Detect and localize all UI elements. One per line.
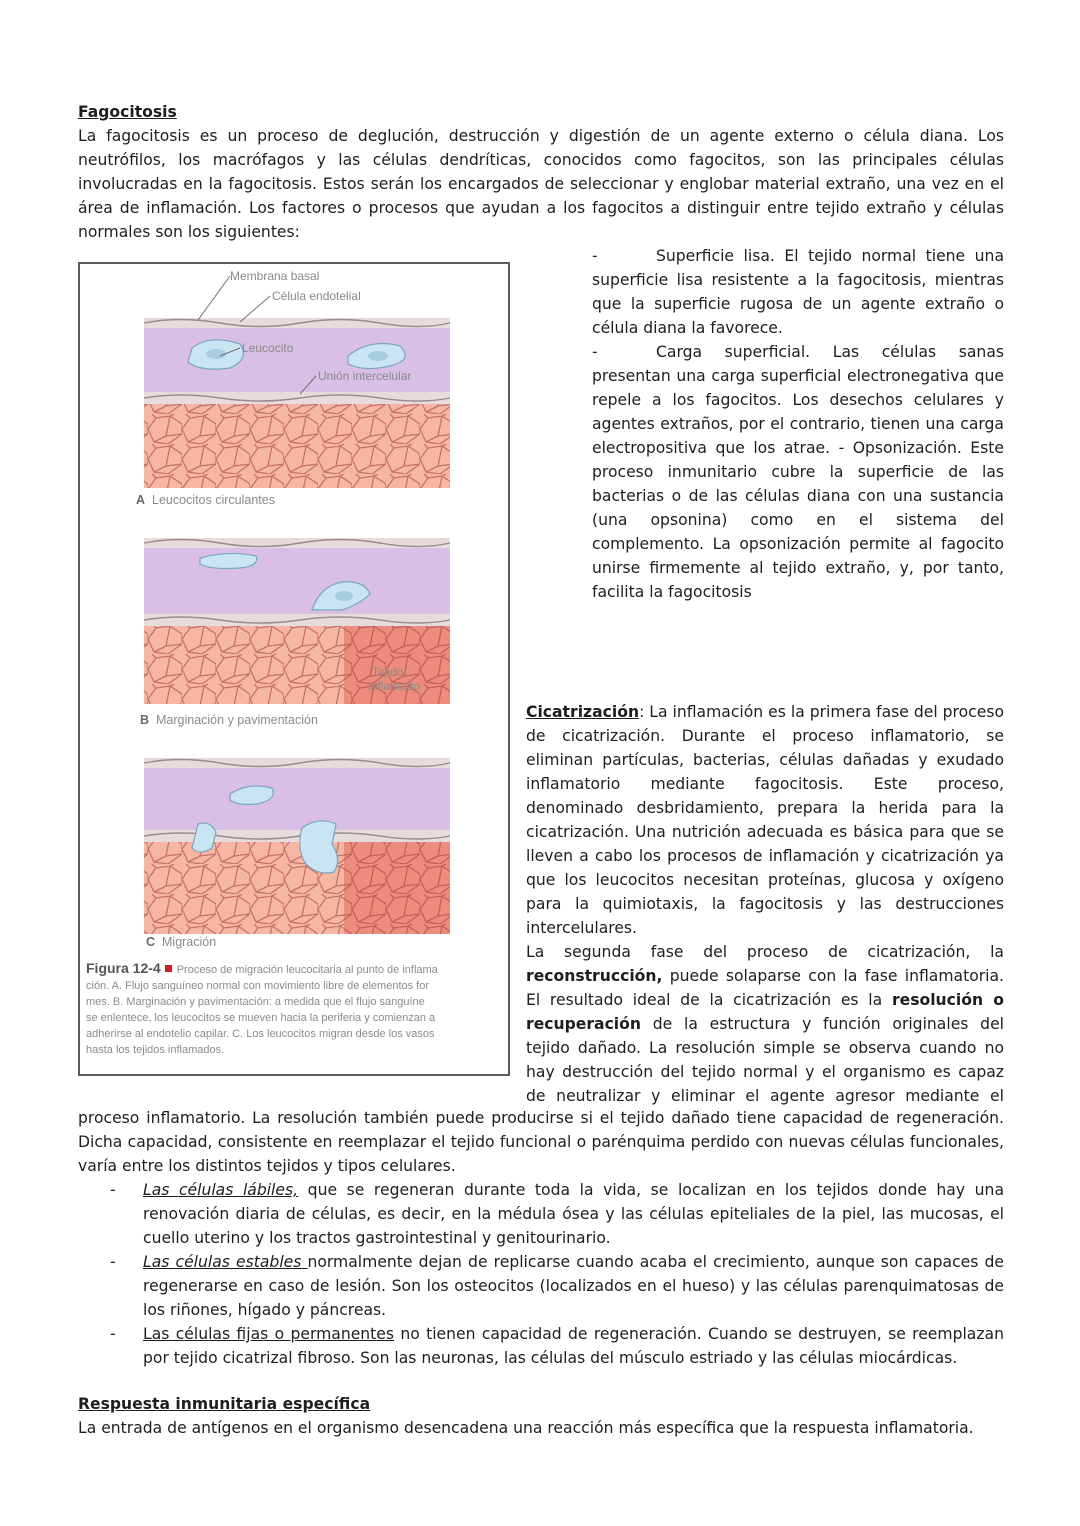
list-item [78, 1322, 1004, 1370]
list-dash: - [110, 1325, 116, 1343]
list-item [78, 1250, 1004, 1322]
cicatrizacion-paragraph-1 [526, 700, 1004, 940]
list-dash: - [110, 1181, 116, 1199]
label-inflamado: inflamado [368, 679, 421, 693]
caption-line: mes. B. Marginación y pavimentación: a medida que el flujo sanguíne [86, 996, 425, 1008]
factor-text: Carga superficial. Las células sanas presentan una carga superficial electronegativa que repele a los fagocitos. Los desechos celulares y agentes extraños, por el contrario, tienen una carga electropositiva que los atrae. - Opsonización. Este proceso inmunitario cubre la superficie de las bacterias o de las células diana con una sustancia (una opsonina) como en el sistema del complemento. La opsonización permite al fagocito unirse firmemente al tejido extraño, y, por tanto, facilita la fagocitosis [592, 343, 1004, 601]
tissue-b [144, 626, 344, 704]
tissue-a [144, 404, 450, 488]
paragraph-text: : La inflamación es la primera fase del proceso de cicatrización. Durante el proceso inflamatorio, se eliminan partículas, bacterias, células dañadas y exudado inflamatorio mediante fagocitosis. Este proceso, denominado desbridamiento, prepara la herida para la cicatrización. Una nutrición adecuada es básica para que se lleven a cabo los procesos de inflamación y cicatrización ya que los leucocitos necesitan proteínas, glucosa y oxígeno para la quimiotaxis, la fagocitosis y las destrucciones intercelulares. [526, 703, 1004, 937]
label-tejido: Tejido [372, 665, 404, 679]
cell-types-list [78, 1178, 1004, 1370]
panel-c-label: Migración [162, 935, 217, 949]
panel-b-letter: B [140, 713, 150, 727]
tissue-c-inflamed [344, 842, 450, 934]
list-item [78, 1178, 1004, 1250]
caption-line: se enlentece, los leucocitos se mueven hacia la periferia y comienzan a [86, 1012, 436, 1024]
vessel-lumen-b [144, 548, 450, 614]
factor-text: Superficie lisa. El tejido normal tiene una superficie lisa resistente a la fagocitosis, mientras que la superficie rugosa de un agente extraño o célula diana la favorece. [592, 247, 1004, 337]
panel-a-letter: A [136, 493, 146, 507]
panel-a [136, 269, 450, 507]
leukocyte-b1 [200, 553, 257, 568]
cell-type-description: no tienen capacidad de regeneración. Cuando se destruyen, se reemplazan por tejido cicatrizal fibroso. Son las neuronas, las células del músculo estriado y las células miocárdicas. [143, 1325, 1004, 1367]
panel-c [144, 758, 450, 949]
leukocyte-migration-figure [78, 262, 510, 1076]
figure-number: Figura 12-4 [86, 960, 161, 976]
cicatrizacion-paragraph-2 [526, 940, 1004, 1108]
respuesta-heading: Respuesta inmunitaria específica [78, 1395, 371, 1413]
label-membrana-basal: Membrana basal [230, 269, 320, 283]
panel-b-label: Marginación y pavimentación [156, 713, 318, 727]
cicatrizacion-heading: Cicatrización [526, 703, 640, 721]
factor-item-carga [592, 340, 1004, 604]
caption-line: ción. A. Flujo sanguíneo normal con movimiento libre de elementos for [86, 980, 430, 992]
list-dash: - [110, 1253, 116, 1271]
paragraph-text: de la estructura y función originales del tejido dañado. La resolución simple se observa cuando no hay destrucción del tejido normal y el organismo es capaz de neutralizar y eliminar el agente agresor mediante el [526, 1015, 1004, 1105]
fagocitosis-factors-list [592, 244, 1004, 604]
cicatrizacion-section [526, 700, 1004, 1108]
fagocitosis-section [78, 100, 1004, 244]
figure-caption [86, 960, 506, 1058]
factor-item-superficie [592, 244, 1004, 340]
resolucion-paragraph: proceso inflamatorio. La resolución también puede producirse si el tejido dañado tiene capacidad de regeneración. Dicha capacidad, consistente en reemplazar el tejido funcional o parénquima perdido con nuevas células funcionales, varía entre los distintos tejidos y tipos celulares. [78, 1109, 1004, 1175]
caption-marker [165, 965, 172, 972]
respuesta-text: La entrada de antígenos en el organismo desencadena una reacción más específica que la respuesta inflamatoria. [78, 1419, 974, 1437]
list-dash: - [592, 343, 598, 361]
cell-type-term: Las células lábiles, [143, 1181, 299, 1199]
caption-line: Proceso de migración leucocitaria al punto de inflama [176, 964, 438, 976]
label-celula-endotelial: Célula endotelial [272, 289, 361, 303]
cell-type-term: Las células estables [143, 1253, 308, 1271]
caption-line: adherirse al endotelio capilar. C. Los leucocitos migran desde los vasos [86, 1028, 435, 1040]
bold-term: reconstrucción, [526, 967, 663, 985]
panel-a-label: Leucocitos circulantes [152, 493, 275, 507]
label-leucocito: Leucocito [242, 341, 294, 355]
cell-type-term: Las células fijas o permanentes [143, 1325, 395, 1343]
vessel-lumen-c [144, 768, 450, 830]
list-dash: - [592, 247, 598, 265]
paragraph-text: puede solaparse con la fase inflamatoria. El resultado ideal de la cicatrización es la [526, 967, 1004, 1009]
fagocitosis-heading: Fagocitosis [78, 103, 177, 121]
respuesta-section [78, 1392, 1004, 1440]
figure-illustration [80, 264, 508, 954]
fagocitosis-intro: La fagocitosis es un proceso de deglución, destrucción y digestión de un agente externo o célula diana. Los neutrófilos, los macrófagos y las células dendríticas, conocidos como fagocitos, son las principales células involucradas en la fagocitosis. Estos serán los encargados de seleccionar y englobar material extraño, una vez en el área de inflamación. Los factores o procesos que ayudan a los fagocitos a distinguir entre tejido extraño y células normales son los siguientes: [78, 127, 1004, 241]
label-union-intercelular: Unión intercelular [318, 369, 412, 383]
caption-line: hasta los tejidos inflamados. [86, 1044, 225, 1056]
cell-type-description: que se regeneran durante toda la vida, se localizan en los tejidos donde hay una renovación diaria de células, es decir, en la médula ósea y las células epiteliales de la piel, las mucosas, el cuello uterino y los tractos gastrointestinal y genitourinario. [143, 1181, 1004, 1247]
panel-b [140, 538, 450, 727]
bold-term: resolución o recuperación [526, 991, 1004, 1033]
cell-type-description: normalmente dejan de replicarse cuando acaba el crecimiento, aunque son capaces de regenerarse en caso de lesión. Son los osteocitos (localizados en el hueso) y las células parenquimatosas de los riñones, hígado y páncreas. [143, 1253, 1004, 1319]
paragraph-text: La segunda fase del proceso de cicatrización, la [526, 943, 1004, 961]
panel-c-letter: C [146, 935, 156, 949]
